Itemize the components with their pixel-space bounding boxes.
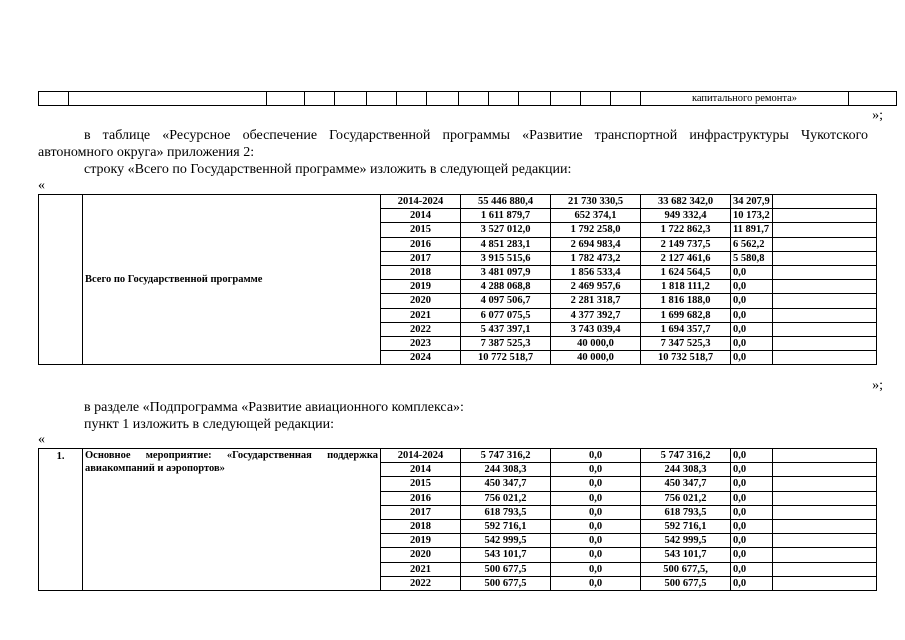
cell-v3: 33 682 342,0	[641, 195, 731, 209]
cell-empty	[773, 209, 877, 223]
cell-v1: 6 077 075,5	[461, 308, 551, 322]
cell-v1: 4 288 068,8	[461, 280, 551, 294]
cell-empty	[773, 351, 877, 365]
cell-v1: 3 915 515,6	[461, 251, 551, 265]
cell-empty	[773, 195, 877, 209]
cell-v2: 0,0	[551, 562, 641, 576]
cell-year: 2014	[381, 209, 461, 223]
cell-v2: 3 743 039,4	[551, 322, 641, 336]
cell-v2: 1 856 533,4	[551, 265, 641, 279]
cell-v3: 1 816 188,0	[641, 294, 731, 308]
cell-v1: 543 101,7	[461, 548, 551, 562]
cell-v3: 1 624 564,5	[641, 265, 731, 279]
cell-year: 2016	[381, 237, 461, 251]
cell-v1: 244 308,3	[461, 463, 551, 477]
cell-v4: 0,0	[731, 449, 773, 463]
cell-v1: 4 097 506,7	[461, 294, 551, 308]
cell-v1: 450 347,7	[461, 477, 551, 491]
cell-v2: 2 469 957,6	[551, 280, 641, 294]
cell-year: 2024	[381, 351, 461, 365]
cell-v1: 4 851 283,1	[461, 237, 551, 251]
cell-v2: 0,0	[551, 505, 641, 519]
cell-year: 2022	[381, 322, 461, 336]
cell-empty	[773, 336, 877, 350]
cell-v1: 500 677,5	[461, 576, 551, 590]
cell-empty	[773, 477, 877, 491]
cell-v1: 3 481 097,9	[461, 265, 551, 279]
cell-v4: 0,0	[731, 576, 773, 590]
cell-empty	[773, 505, 877, 519]
cell-v1: 5 437 397,1	[461, 322, 551, 336]
cell-v4: 5 580,8	[731, 251, 773, 265]
cell-v1: 542 999,5	[461, 534, 551, 548]
cell-empty	[773, 308, 877, 322]
cell-v2: 1 792 258,0	[551, 223, 641, 237]
cell-v4: 0,0	[731, 308, 773, 322]
cell-v3: 1 818 111,2	[641, 280, 731, 294]
cell-year: 2015	[381, 477, 461, 491]
cell-v4: 0,0	[731, 463, 773, 477]
cell-empty	[773, 463, 877, 477]
row-label: Всего по Государственной программе	[83, 195, 381, 365]
opening-quote-mark: «	[38, 432, 45, 447]
cell-v4: 0,0	[731, 322, 773, 336]
cell-empty	[773, 322, 877, 336]
cell-year: 2019	[381, 280, 461, 294]
closing-quote-mark: »;	[872, 378, 883, 393]
cell-v2: 2 281 318,7	[551, 294, 641, 308]
cell-v4: 0,0	[731, 294, 773, 308]
cell-v2: 1 782 473,2	[551, 251, 641, 265]
cell-year: 2015	[381, 223, 461, 237]
cell-v4: 0,0	[731, 265, 773, 279]
cell-v4: 0,0	[731, 280, 773, 294]
opening-quote-mark: «	[38, 178, 45, 193]
cell-v3: 5 747 316,2	[641, 449, 731, 463]
cell-v3: 2 127 461,6	[641, 251, 731, 265]
cell-empty	[773, 223, 877, 237]
cell-v3: 2 149 737,5	[641, 237, 731, 251]
cell-v2: 652 374,1	[551, 209, 641, 223]
cell-year: 2021	[381, 562, 461, 576]
cell-v4: 0,0	[731, 505, 773, 519]
cell-empty	[773, 576, 877, 590]
cell-empty	[773, 534, 877, 548]
cell-empty	[773, 548, 877, 562]
aviation-subprogram-table	[38, 448, 877, 591]
cell-v4: 0,0	[731, 534, 773, 548]
cell-empty	[773, 491, 877, 505]
cell-v3: 10 732 518,7	[641, 351, 731, 365]
cell-v2: 0,0	[551, 576, 641, 590]
cell-year: 2020	[381, 548, 461, 562]
cell-v4: 6 562,2	[731, 237, 773, 251]
cell-v2: 0,0	[551, 548, 641, 562]
cell-v1: 55 446 880,4	[461, 195, 551, 209]
cell-v3: 7 347 525,3	[641, 336, 731, 350]
cell-year: 2020	[381, 294, 461, 308]
cell-year: 2023	[381, 336, 461, 350]
cell-empty	[773, 519, 877, 533]
cell-year: 2014	[381, 463, 461, 477]
table-row	[39, 195, 877, 209]
cell-v2: 0,0	[551, 534, 641, 548]
cell-v3: 618 793,5	[641, 505, 731, 519]
cell-v4: 0,0	[731, 548, 773, 562]
cell-year: 2022	[381, 576, 461, 590]
cell-v4: 0,0	[731, 562, 773, 576]
cell-empty	[773, 294, 877, 308]
cell-year: 2014-2024	[381, 449, 461, 463]
cell-v4: 11 891,7	[731, 223, 773, 237]
previous-table-fragment	[38, 91, 897, 106]
cell-v2: 0,0	[551, 519, 641, 533]
cell-year: 2017	[381, 505, 461, 519]
cell-v4: 34 207,9	[731, 195, 773, 209]
cell-v3: 1 699 682,8	[641, 308, 731, 322]
cell-empty	[773, 237, 877, 251]
paragraph-item-instruction: пункт 1 изложить в следующей редакции:	[84, 417, 334, 432]
cell-v4: 0,0	[731, 351, 773, 365]
cell-v2: 0,0	[551, 477, 641, 491]
cell-v3: 543 101,7	[641, 548, 731, 562]
cell-v4: 0,0	[731, 519, 773, 533]
cell-v2: 40 000,0	[551, 336, 641, 350]
cell-v3: 542 999,5	[641, 534, 731, 548]
cell-v3: 949 332,4	[641, 209, 731, 223]
paragraph-resource-table: в таблице «Ресурсное обеспечение Государственной программы «Развитие транспортной инфраструктуры Чукотского автономного округа» приложения 2:	[38, 128, 868, 160]
cell-v3: 500 677,5,	[641, 562, 731, 576]
cell-year: 2014-2024	[381, 195, 461, 209]
cell-v1: 756 021,2	[461, 491, 551, 505]
cell-year: 2021	[381, 308, 461, 322]
cell-v4: 0,0	[731, 477, 773, 491]
cell-v3: 592 716,1	[641, 519, 731, 533]
cell-v2: 0,0	[551, 491, 641, 505]
cell-v4: 0,0	[731, 491, 773, 505]
cell-year: 2017	[381, 251, 461, 265]
cell-v3: 1 694 357,7	[641, 322, 731, 336]
cell-year: 2018	[381, 265, 461, 279]
cell-v2: 21 730 330,5	[551, 195, 641, 209]
table-cell-last: капитального ремонта»	[641, 92, 849, 106]
cell-v4: 10 173,2	[731, 209, 773, 223]
cell-v1: 7 387 525,3	[461, 336, 551, 350]
cell-v2: 2 694 983,4	[551, 237, 641, 251]
cell-v1: 500 677,5	[461, 562, 551, 576]
cell-year: 2016	[381, 491, 461, 505]
cell-v1: 1 611 879,7	[461, 209, 551, 223]
cell-v3: 756 021,2	[641, 491, 731, 505]
cell-empty	[773, 251, 877, 265]
cell-empty	[773, 562, 877, 576]
cell-v1: 10 772 518,7	[461, 351, 551, 365]
cell-year: 2019	[381, 534, 461, 548]
cell-v3: 244 308,3	[641, 463, 731, 477]
paragraph-section: в разделе «Подпрограмма «Развитие авиационного комплекса»:	[84, 400, 464, 415]
cell-v2: 0,0	[551, 449, 641, 463]
closing-quote-mark: »;	[872, 108, 883, 123]
row-label: Основное мероприятие: «Государственная поддержка авиакомпаний и аэропортов»	[83, 449, 381, 591]
cell-v2: 0,0	[551, 463, 641, 477]
paragraph-row-instruction: строку «Всего по Государственной программе» изложить в следующей редакции:	[84, 162, 572, 177]
cell-v3: 500 677,5	[641, 576, 731, 590]
cell-empty	[773, 280, 877, 294]
total-program-table	[38, 194, 877, 365]
cell-v1: 5 747 316,2	[461, 449, 551, 463]
row-number: 1.	[39, 449, 83, 591]
cell-v1: 3 527 012,0	[461, 223, 551, 237]
table-row	[39, 449, 877, 463]
cell-empty	[773, 449, 877, 463]
row-number	[39, 195, 83, 365]
cell-v3: 1 722 862,3	[641, 223, 731, 237]
cell-v2: 4 377 392,7	[551, 308, 641, 322]
cell-v2: 40 000,0	[551, 351, 641, 365]
cell-v1: 592 716,1	[461, 519, 551, 533]
cell-v3: 450 347,7	[641, 477, 731, 491]
cell-v1: 618 793,5	[461, 505, 551, 519]
cell-empty	[773, 265, 877, 279]
cell-year: 2018	[381, 519, 461, 533]
cell-v4: 0,0	[731, 336, 773, 350]
